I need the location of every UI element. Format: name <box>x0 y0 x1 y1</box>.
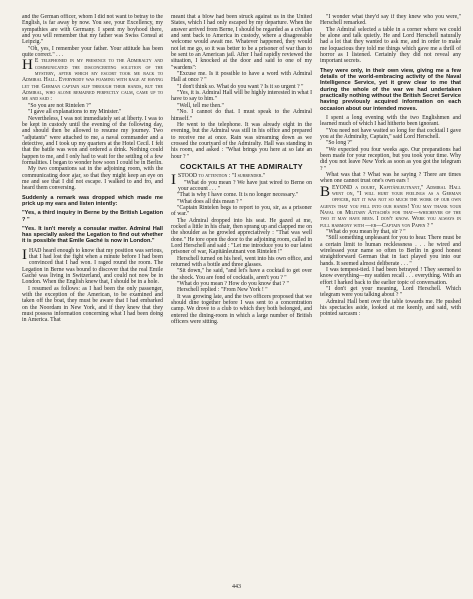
paragraph: "Well, tell me then." <box>177 102 224 109</box>
column-2 <box>171 14 312 576</box>
paragraph: The Admiral dropped into his seat. He gazed at me, rocked a little in his chair, then sprang up and clapped me on the shoulder as he growled appreciatively : "That was well done." He tore open the door to the adjoining room, called in Lord Herschell and said : "Let me introduce you to our latest prisoner of war, Kapitänleutnant von Rintelen !" <box>171 217 312 256</box>
paragraph: The Admiral selected a table in a corner where we could be alone and talk quietly. He and Lord Herschell naturally had a lot that they wanted to ask me, and in order to make me loquacious they told me things which gave me a thrill of horror as I listened. Certainly they did not reveal any important secrets. <box>320 26 461 65</box>
drop-cap: I <box>171 172 176 189</box>
paragraph: "I gave all explanations to my Minister." <box>28 109 122 116</box>
section-heading: COCKTAILS AT THE ADMIRALTY <box>179 161 304 171</box>
paragraph: "Oh, yes, I remember your father. Your attitude has been quite correct." . . . <box>22 45 163 59</box>
paragraph: "What do you mean ? How do you know that ? " <box>177 281 289 288</box>
paragraph: Admiral Hall bent over the table towards me. He pushed his spectacles aside, looked at me keenly, and said, with pointed sarcasm : <box>320 298 461 318</box>
bold-paragraph: They were only, in their own view, giving me a few details of the world-embracing activity of the Naval Intelligence Service, yet it grew clear to me that during the whole of the war we had undertaken practically nothing without the British Secret Service having previously acquired information on each occasion about our intended moves. <box>320 67 461 112</box>
paragraph: I resumed as follows: as I had been the only passenger, with the exception of the American, to be examined and taken off the boat, they must be aware that I had embarked on the Noordam in New York, and if they knew that they must possess information concerning what I had been doing in America. That <box>22 285 163 324</box>
column-3 <box>320 14 461 576</box>
text-columns <box>22 14 461 576</box>
paragraph: meant that a blow had been struck against us in the United States, which I had only escaped by my departure. When the answer arrived from Berne, I should be regarded as a civilian and sent back to America in custody, where a disagreeable welcome would await me. Whatever happened, they would not let me go, so it was better to be a prisoner of war than to be sent to an American jail. After I had rapidly reviewed the situation, I knocked at the door and said to one of my "wardens": <box>171 14 312 71</box>
paragraph: Nevertheless, I was not immediately set at liberty. I was to be kept in custody until the evening of the following day, and should then be allowed to resume my journey. Two "adjutants" were attached to me, a naval commander and a detective, and I took up my quarters at the Hotel Cecil. I felt that the battle was won and ordered a drink. Nothing could happen to me, and I only had to wait for the settling of a few formalities. I began to wonder how soon I could be in Berlin. <box>22 115 163 166</box>
page-number: 443 <box>232 584 241 590</box>
paragraph-dropcap: H E telephoned in my presence to the Admiralty and communicated the disconcerting solution of the mystery, after which my escort took me back to Admiral Hall. Everybody was foaming with rage at having let the German captain slip through their hands, but the Admiral, who alone remained perfectly calm, came up to me and said : <box>22 57 163 103</box>
paragraph: It was growing late, and the two officers proposed that we should dine together before I was sent to a concentration camp. We drove to a club to which they both belonged, and entered the dining-room in which a large number of British officers were sitting. <box>171 293 312 326</box>
paragraph: and the German officer, whom I did not want to betray to the English, is far away by now. You see, your Excellency, my sympathies are with Germany. I spent my boyhood there, and you will remember that my father was Swiss Consul at Leipzig." <box>22 14 163 46</box>
paragraph: I was tempest-tied. I had been betrayed ! They seemed to know everything—my sudden recall . . . everything. With an effort I harked back to the earlier topic of conversation. <box>320 267 461 286</box>
paragraph: "That is why I have come. It is no longer necessary." <box>177 192 299 199</box>
paragraph: "Sit down," he said, "and let's have a cocktail to get over the shock. You are fond of cocktails, aren't you ? " <box>171 268 312 281</box>
paragraph-dropcap: ISTOOD to attention : "I surrender." <box>171 172 266 189</box>
bold-paragraph: Suddenly a remark was dropped which made me prick up my ears and listen intently: <box>22 194 163 207</box>
paragraph: "Yes, it is. Admiral Hall will be highly interested in what I have to say to him." <box>171 90 312 103</box>
paragraph: He went to the telephone. It was already eight in the evening, but the Admiral was still in his office and prepared to receive me at once. Rain was streaming down as we crossed the courtyard of the Admiralty. Hall was standing in his room, and asked : "What brings you here at so late an hour ? " <box>171 121 312 160</box>
paragraph-dropcap: IHAD heard enough to know that my position was serious, that I had lost the fight when a minute before I had been convinced that I had won. I raged round the room. The Legation in Berne was bound to discover that the real Emile Gaché was living in Switzerland, and could not now be in London. When the English knew that, I should be in a hole. <box>22 246 163 286</box>
paragraph: Herschell replied : "From New York ! " <box>177 287 268 294</box>
paragraph: My two companions sat in the adjoining room, with the communicating door ajar, so that they might keep an eye on me and see that I did not escape. I walked to and fro, and heard them conversing. <box>22 166 163 192</box>
bold-paragraph: "Yes. It isn't merely a consular matter. Admiral Hall has specially asked the Legation to find out whether it is possible that Emile Gaché is now in London." <box>22 225 163 245</box>
paragraph: "We expected you four weeks ago. Our preparations had been made for your reception, but you took your time. Why did you not leave New York as soon as you got the telegram ? " <box>320 146 461 172</box>
paragraph: "Still something unpleasant for you to hear. There must be a certain limit to human recklessness . . . he wired and wirelessed your name so often to Berlin in good honest straightforward German that in fact played you into our hands. It seemed almost deliberate . . . " <box>320 235 461 267</box>
paragraph: "So long ?" <box>326 140 353 147</box>
paragraph: "I wonder what they'd say if they knew who you were," Herschell remarked. <box>320 14 461 27</box>
paragraph: "So you are not Rintelen ?" <box>28 102 91 109</box>
paragraph: "What do you mean ? We have just wired to Berne on your account . . . " <box>178 179 312 192</box>
drop-cap: H <box>22 57 33 74</box>
drop-cap: B <box>320 183 331 200</box>
paragraph: "You need not have waited so long for that cocktail I gave you at the Admiralty, Captain," said Lord Herschell. <box>320 127 461 140</box>
paragraph: "No. I cannot do that. I must speak to the Admiral himself." <box>171 109 312 122</box>
paragraph: "I don't get your meaning, Lord Herschell. Which telegram were you talking about ? " <box>320 286 461 299</box>
paragraph: "What do you mean by that, sir ? " <box>326 229 406 236</box>
drop-cap: I <box>22 246 27 263</box>
bold-paragraph: "Yes, a third inquiry in Berne by the British Legation ? " <box>22 210 163 223</box>
paragraph: "Excuse me. Is it possible to have a word with Admiral Hall at once ? " <box>171 71 312 84</box>
paragraph: "Captain Rintelen begs to report to you, sir, as a prisoner of war." <box>171 204 312 218</box>
paragraph: "I don't think so. What do you want ? Is it so urgent ? " <box>177 83 304 90</box>
column-1 <box>22 14 163 576</box>
paragraph: Herschell turned on his heel, went into his own office, and returned with a bottle and three glasses. <box>171 255 312 269</box>
paragraph: I spent a long evening with the two Englishmen and learned much of which I had hitherto been ignorant. <box>320 114 461 128</box>
paragraph: "What does all this mean ? " <box>177 198 243 205</box>
paragraph-dropcap: BEYOND a doubt, Kapitänleutnant," Admiral Hall went on, "I will hurt your feelings as a German officer, but it was not so much the work of our own agents that you fell into our hands! You may thank your Naval or Military Attachés for that—whichever of the two it may have been. I don't know. Were you always in full harmony with —er—Captain von Papen ? " <box>320 183 461 229</box>
paragraph: What was that ? What was he saying ? There are times when one cannot trust one's own ears ! <box>320 171 461 185</box>
